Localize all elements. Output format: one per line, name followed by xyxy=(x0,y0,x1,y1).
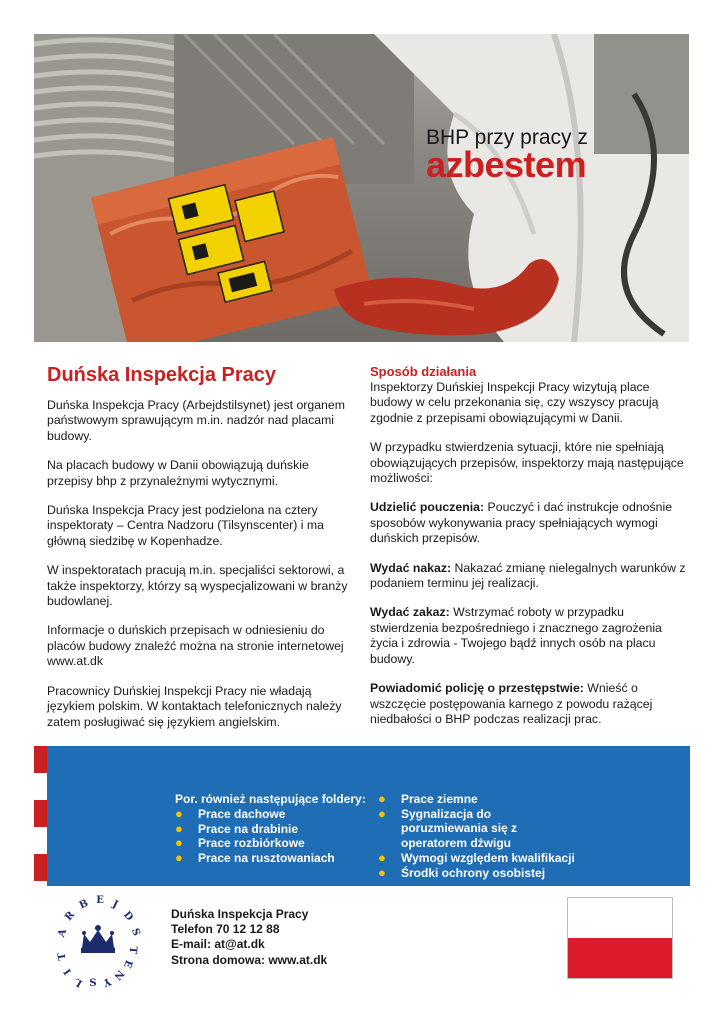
folder-item: ● Wymogi względem kwalifikacji xyxy=(378,849,575,865)
svg-text:D: D xyxy=(120,909,135,924)
hero-photo xyxy=(34,34,689,342)
action-text: Nakazać zmianę nielegalnych warunków z podaniem terminu jej realizacji. xyxy=(370,560,686,591)
folder-item: ● Prace na rusztowaniach xyxy=(175,850,335,866)
bullet-icon: ● xyxy=(175,806,183,821)
red-stripe xyxy=(34,746,47,773)
svg-text:E: E xyxy=(96,895,104,906)
bullet-icon: ● xyxy=(378,805,386,821)
contact-web: Strona domowa: www.at.dk xyxy=(171,952,328,967)
right-intro-2: W przypadku stwierdzenia sytuacji, które nie spełniają obowiązujących przepisów, inspektorzy mają następujące możliwości: xyxy=(370,440,684,486)
contact-name: Duńska Inspekcja Pracy xyxy=(171,907,309,921)
folder-item: ● Prace rozbiórkowe xyxy=(175,835,305,851)
folder-item: ● Prace dachowe xyxy=(175,806,286,821)
left-heading: Duńska Inspekcja Pracy xyxy=(47,364,277,386)
right-heading: Sposób działania xyxy=(370,364,477,379)
action-item xyxy=(370,561,690,592)
svg-text:B: B xyxy=(77,897,91,912)
folder-item: ● Prace na drabinie xyxy=(175,820,299,836)
action-text: Wstrzymać roboty w przypadku stwierdzenia bezpośredniego i znacznego zagrożenia życia i zdrowia - Twojego bądź innych osób na placu budowy. xyxy=(370,605,662,666)
svg-text:T: T xyxy=(56,951,69,962)
left-column xyxy=(47,364,353,744)
action-label: Powiadomić policję o przestępstwie: xyxy=(370,681,584,696)
folders-list-b xyxy=(378,792,575,880)
action-text: Wnieść o wszczęcie postępowania karnego z powodu rażącej niedbałości o BHP podczas realizacji prac. xyxy=(370,681,653,726)
bullet-icon: ● xyxy=(378,791,386,806)
svg-text:S: S xyxy=(89,978,97,989)
arbejdstilsynet-logo xyxy=(48,890,148,990)
action-label: Wydać nakaz: xyxy=(370,560,452,575)
action-item xyxy=(370,681,690,727)
svg-text:L: L xyxy=(72,975,85,989)
contact-phone: Telefon 70 12 12 88 xyxy=(171,922,280,937)
bullet-icon: ● xyxy=(175,820,183,836)
hero-title: azbestem xyxy=(426,144,587,185)
bullet-icon: ● xyxy=(378,864,386,880)
svg-text:A: A xyxy=(56,927,70,939)
folder-item: ● Sygnalizacja do poruzmiewania się z operatorem dźwigu xyxy=(378,805,518,851)
bullet-icon: ● xyxy=(378,849,386,865)
contact-block xyxy=(171,907,327,968)
hero-subtitle: BHP przy pracy z xyxy=(426,126,588,149)
folders-list-a xyxy=(175,807,335,866)
action-label: Udzielić pouczenia: xyxy=(370,500,485,515)
svg-text:E: E xyxy=(121,958,135,970)
related-folders-band xyxy=(47,746,690,886)
folder-item: ● Prace ziemne xyxy=(378,791,478,806)
action-label: Wydać zakaz: xyxy=(370,605,450,620)
folders-intro: Por. również następujące foldery: xyxy=(175,792,366,806)
left-paragraph: Duńska Inspekcja Pracy (Arbejdstilsynet) jest organem państwowym sprawującym m.in. nadzór nad placami budowy. xyxy=(47,398,345,443)
svg-text:I: I xyxy=(62,966,74,977)
right-intro: Inspektorzy Duńskiej Inspekcji Pracy wizytują place budowy w celu przekonania się, czy wszyscy pracują zgodnie z przepisami obowiązującymi w Danii. xyxy=(370,380,659,425)
red-stripe xyxy=(34,800,47,827)
left-paragraph: Informacje o duńskich przepisach w odniesieniu do placów budowy znaleźć można na stronie internetowej www.at.dk xyxy=(47,623,344,669)
action-item xyxy=(370,500,690,546)
svg-text:N: N xyxy=(111,967,126,982)
left-paragraph: Duńska Inspekcja Pracy jest podzielona na cztery inspektoraty – Centra Nadzoru (Tilsynscenter) i ma główną siedzibę w Kopenhadze. xyxy=(47,503,325,548)
svg-text:R: R xyxy=(63,909,77,924)
svg-text:S: S xyxy=(129,927,142,938)
asbestos-worker-illustration xyxy=(34,34,689,342)
red-stripe xyxy=(34,854,47,881)
folder-item: ● Środki ochrony osobistej xyxy=(378,864,546,880)
contact-email: E-mail: at@at.dk xyxy=(171,937,265,952)
left-paragraph: Pracownicy Duńskiej Inspekcji Pracy nie władają językiem polskim. W kontaktach telefonicznych należy zatem posługiwać się językiem angielskim. xyxy=(47,683,342,729)
bullet-icon: ● xyxy=(175,850,183,866)
left-paragraph: W inspektoratach pracują m.in. specjaliści sektorowi, a także inspektorzy, którzy są wyspecjalizowani w branży budowlanej. xyxy=(47,563,348,609)
left-paragraph: Na placach budowy w Danii obowiązują duńskie przepisy bhp z przynależnymi wytycznymi. xyxy=(47,458,309,488)
svg-text:Y: Y xyxy=(101,975,113,988)
action-item xyxy=(370,605,690,667)
svg-text:T: T xyxy=(126,945,139,955)
action-text: Pouczyć i dać instrukcje odnośnie sposobów wykonywania pracy spełniających wymogi duńskich przepisów. xyxy=(370,500,673,546)
right-column xyxy=(370,364,690,741)
svg-text:J: J xyxy=(110,898,120,911)
bullet-icon: ● xyxy=(175,835,183,851)
polish-flag-icon xyxy=(567,897,673,979)
